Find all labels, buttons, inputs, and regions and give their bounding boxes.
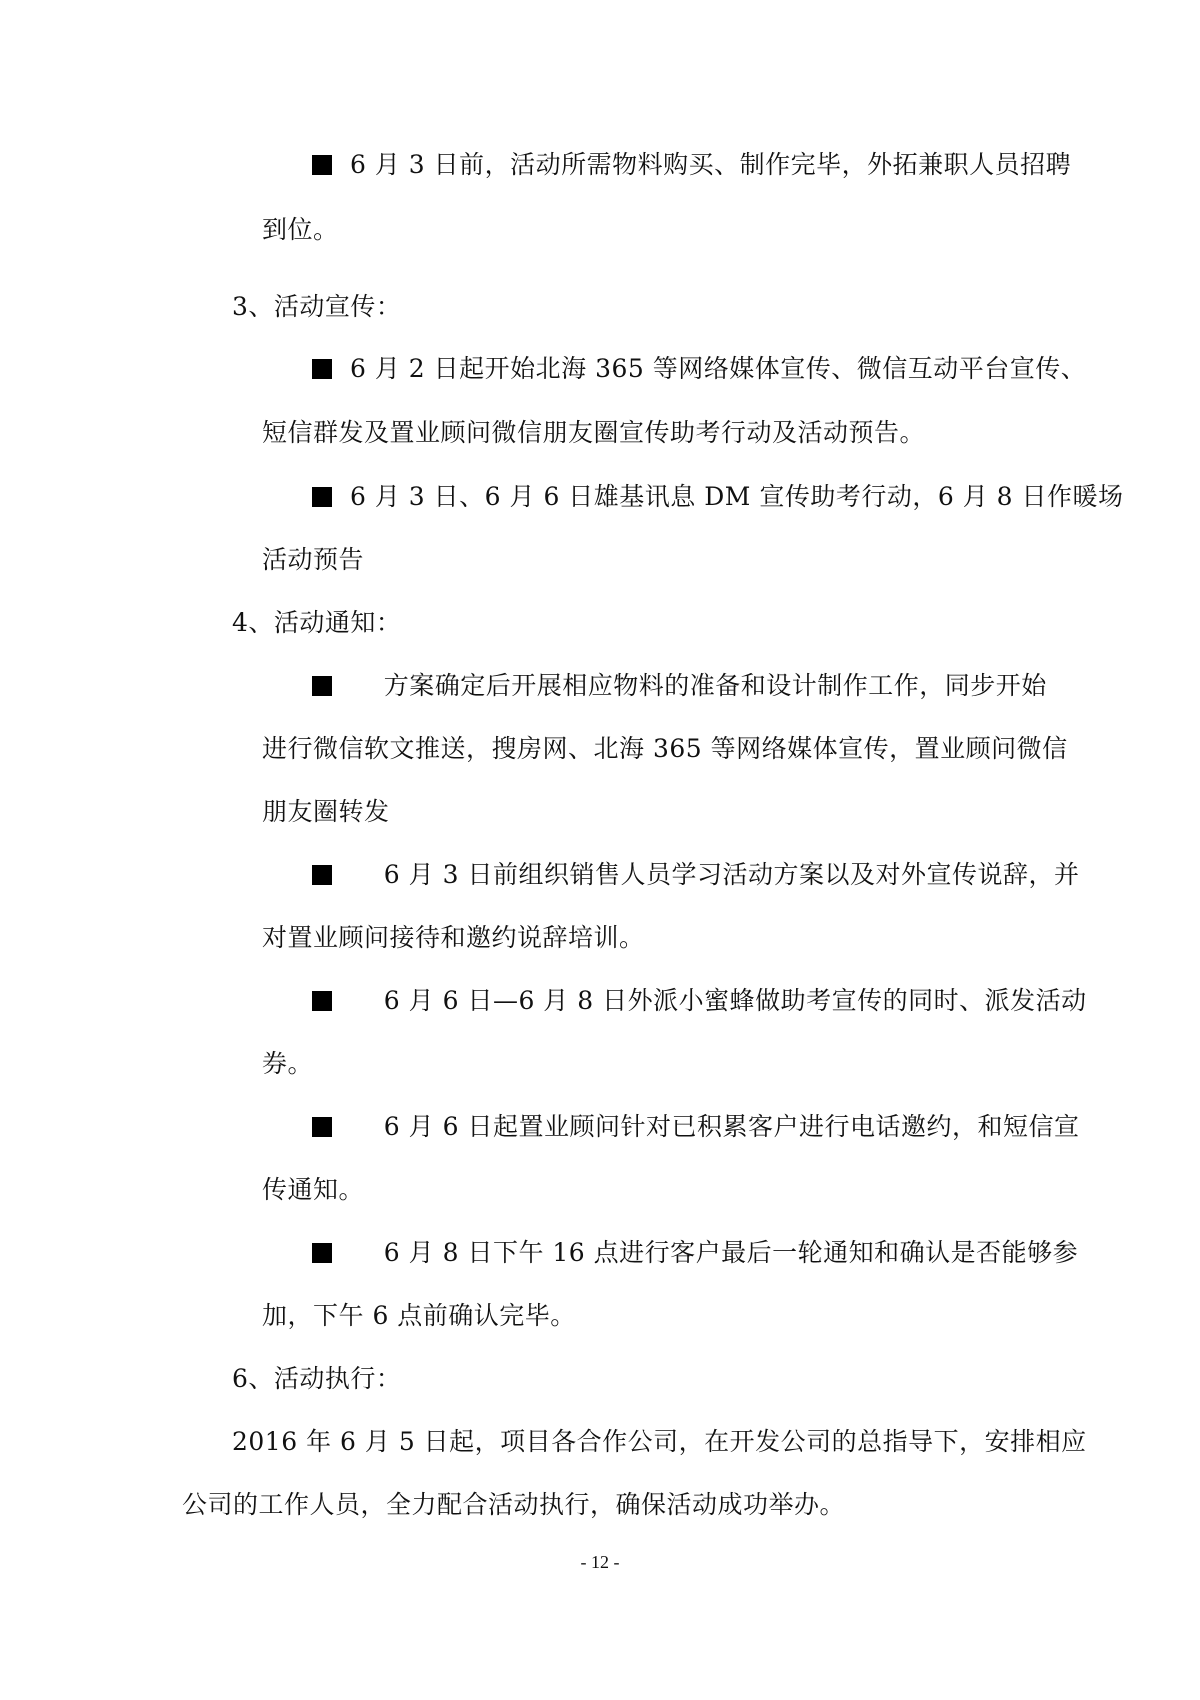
paragraph-continuation: 加，下午 6 点前确认完毕。 xyxy=(262,1301,576,1330)
square-bullet-icon xyxy=(312,359,332,379)
paragraph-continuation: 对置业顾问接待和邀约说辞培训。 xyxy=(262,923,645,952)
section-heading: 3、活动宣传： xyxy=(232,292,402,321)
square-bullet-icon xyxy=(312,991,332,1011)
square-bullet-icon xyxy=(312,676,332,696)
paragraph-text: 6 月 3 日前组织销售人员学习活动方案以及对外宣传说辞，并 xyxy=(350,860,1080,889)
paragraph-continuation: 活动预告 xyxy=(262,545,365,574)
square-bullet-icon xyxy=(312,155,332,175)
bullet-paragraph xyxy=(312,858,1079,892)
bullet-paragraph xyxy=(312,1236,1078,1270)
square-bullet-icon xyxy=(312,865,332,885)
paragraph-text: 方案确定后开展相应物料的准备和设计制作工作，同步开始 xyxy=(350,671,1047,700)
bullet-paragraph xyxy=(312,480,1124,514)
bullet-paragraph xyxy=(312,984,1087,1018)
paragraph-continuation: 朋友圈转发 xyxy=(262,797,390,826)
paragraph-continuation: 进行微信软文推送，搜房网、北海 365 等网络媒体宣传，置业顾问微信 xyxy=(262,734,1068,763)
paragraph-text: 6 月 8 日下午 16 点进行客户最后一轮通知和确认是否能够参 xyxy=(350,1238,1079,1267)
paragraph-continuation: 券。 xyxy=(262,1049,314,1078)
paragraph-continuation: 到位。 xyxy=(262,215,339,244)
paragraph-text: 6 月 6 日—6 月 8 日外派小蜜蜂做助考宣传的同时、派发活动 xyxy=(350,986,1087,1015)
paragraph-text: 6 月 2 日起开始北海 365 等网络媒体宣传、微信互动平台宣传、 xyxy=(350,354,1087,383)
bullet-paragraph xyxy=(312,352,1086,386)
paragraph-text: 6 月 3 日前，活动所需物料购买、制作完毕，外拓兼职人员招聘 xyxy=(350,150,1072,179)
square-bullet-icon xyxy=(312,1117,332,1137)
bullet-paragraph xyxy=(312,148,1071,182)
section-heading: 4、活动通知： xyxy=(232,608,402,637)
square-bullet-icon xyxy=(312,487,332,507)
bullet-paragraph xyxy=(312,669,1047,703)
bullet-paragraph xyxy=(312,1110,1079,1144)
square-bullet-icon xyxy=(312,1243,332,1263)
paragraph-text: 6 月 3 日、6 月 6 日雄基讯息 DM 宣传助考行动，6 月 8 日作暖场 xyxy=(350,482,1124,511)
paragraph-text: 6 月 6 日起置业顾问针对已积累客户进行电话邀约，和短信宣 xyxy=(350,1112,1080,1141)
body-paragraph: 2016 年 6 月 5 日起，项目各合作公司，在开发公司的总指导下，安排相应 xyxy=(232,1427,1087,1456)
paragraph-continuation: 短信群发及置业顾问微信朋友圈宣传助考行动及活动预告。 xyxy=(262,418,926,447)
section-heading: 6、活动执行： xyxy=(232,1364,402,1393)
paragraph-continuation: 公司的工作人员，全力配合活动执行，确保活动成功举办。 xyxy=(182,1490,846,1519)
paragraph-continuation: 传通知。 xyxy=(262,1175,365,1204)
page-number: - 12 - xyxy=(580,1552,620,1572)
